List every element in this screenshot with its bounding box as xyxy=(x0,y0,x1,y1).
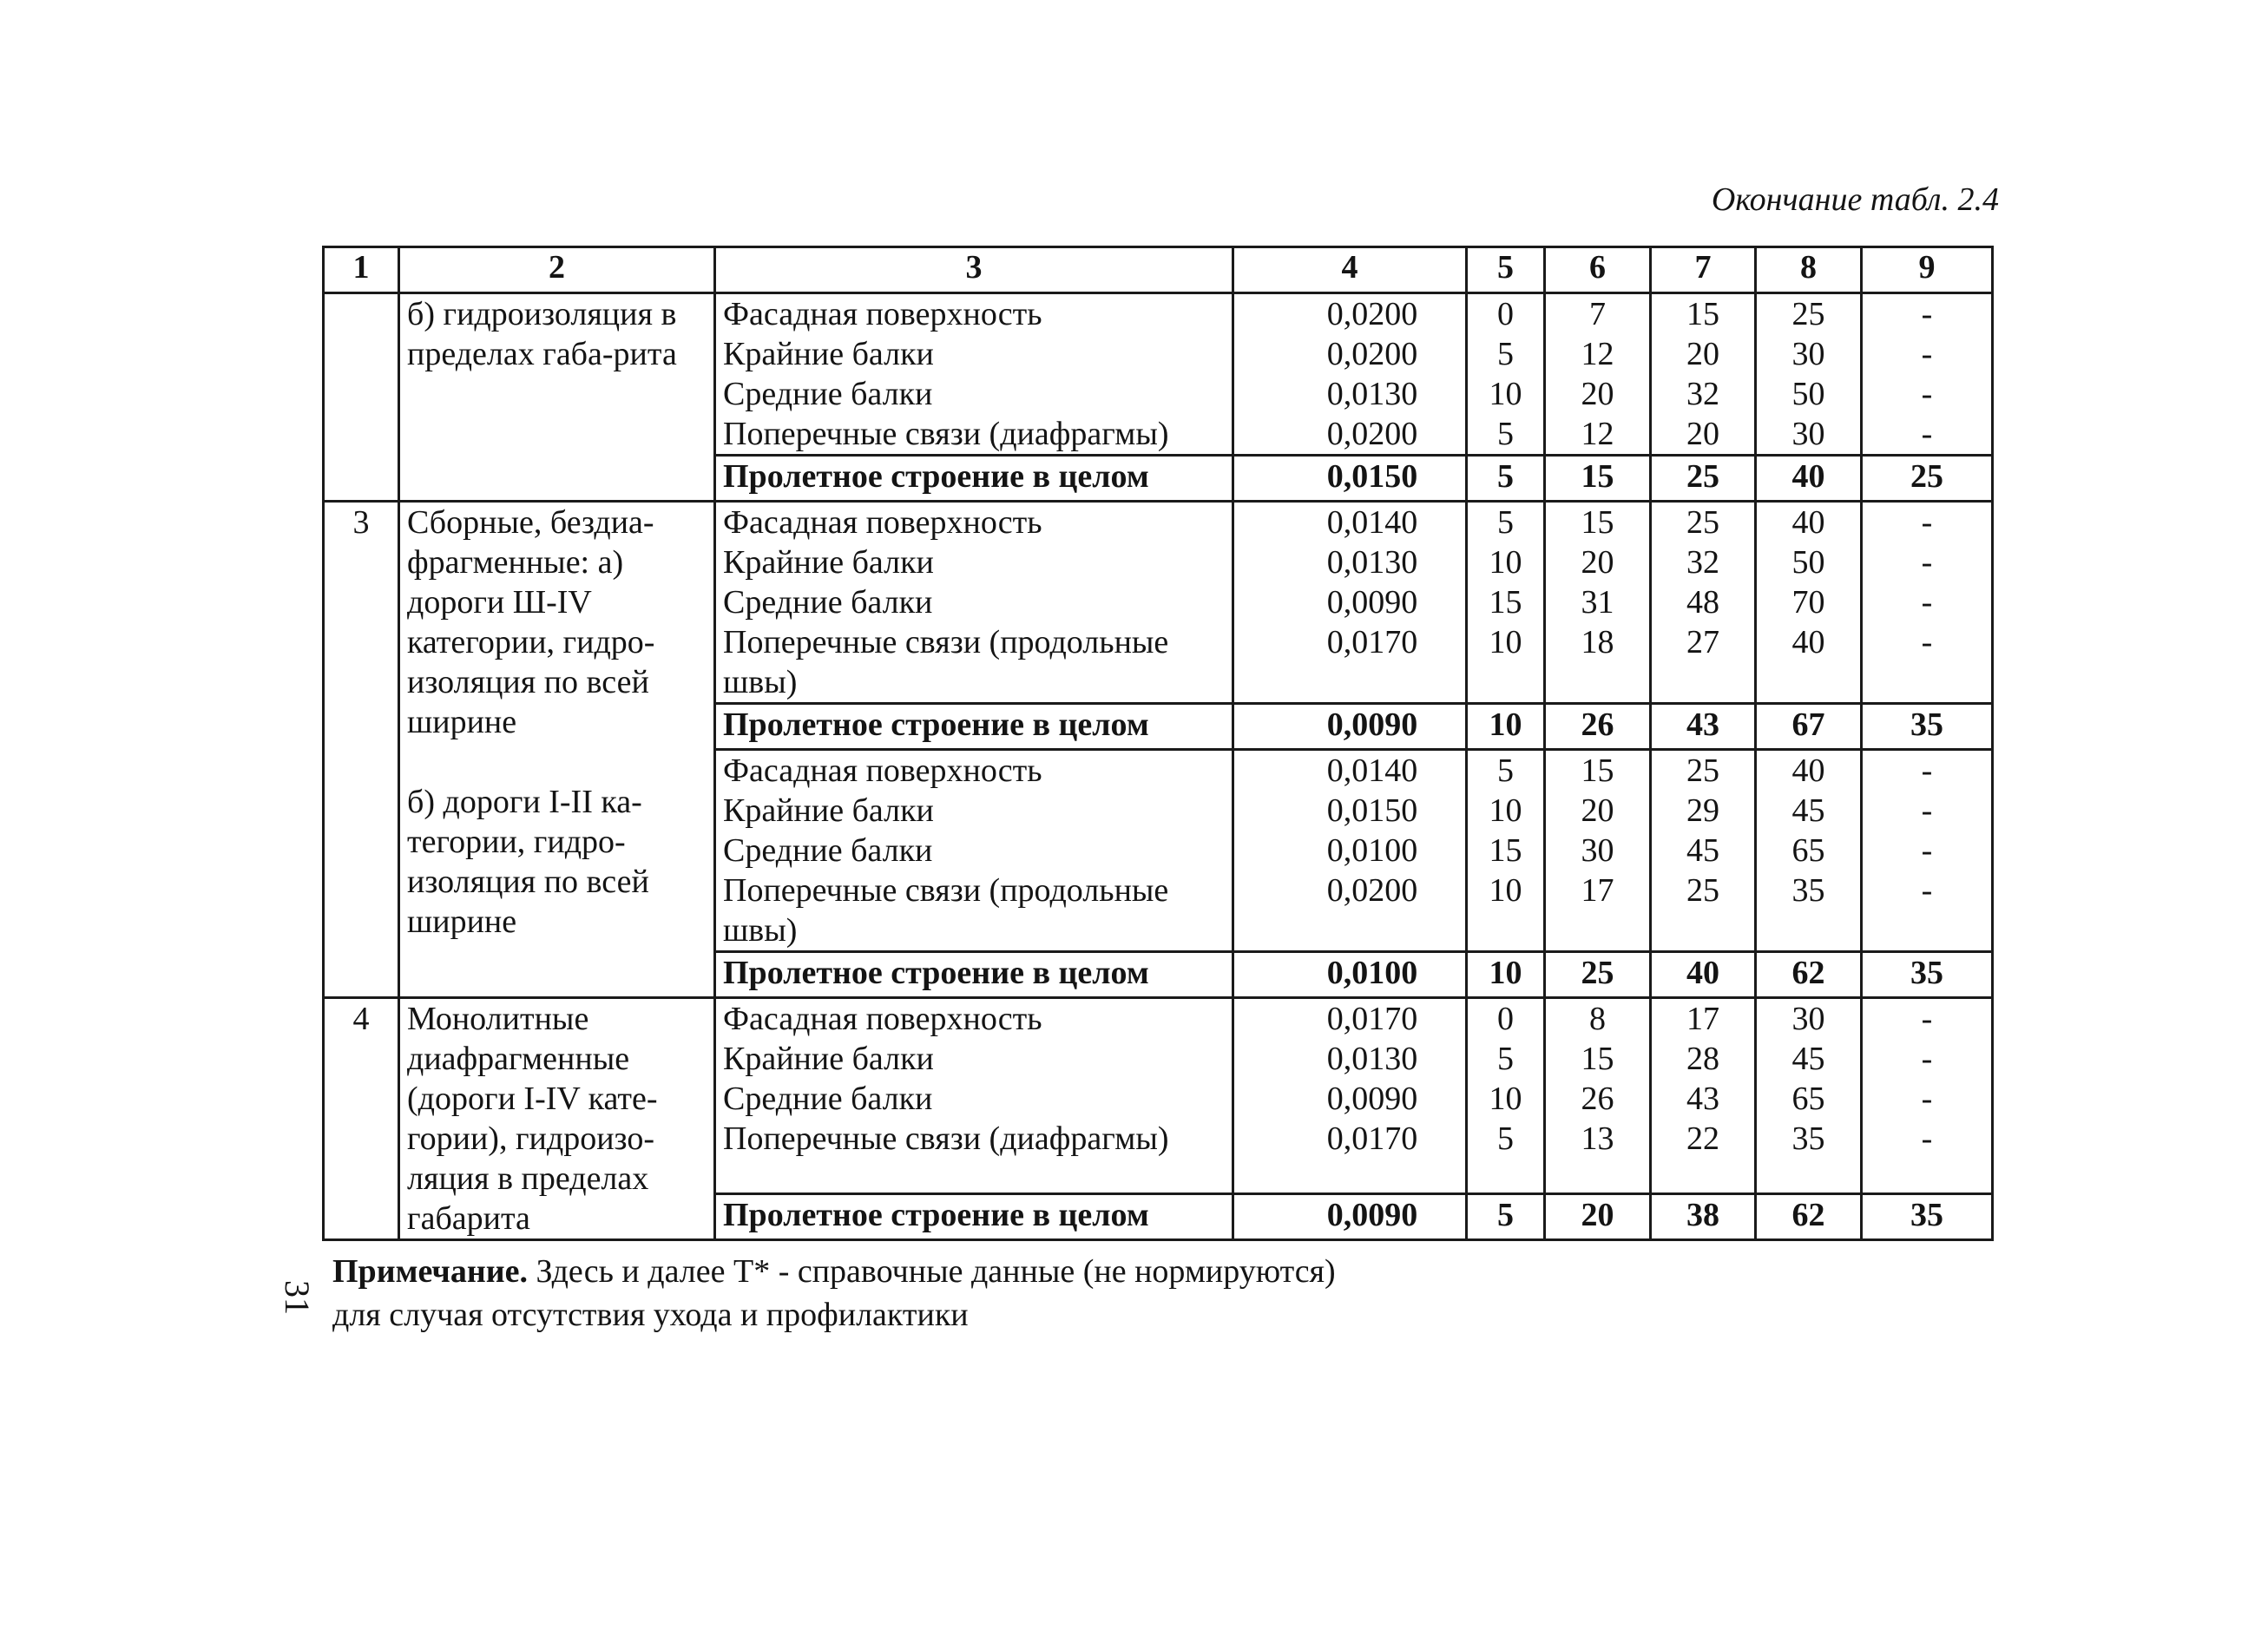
table-row xyxy=(324,293,1993,456)
value: 5 xyxy=(1497,504,1514,541)
value-cell xyxy=(1545,293,1651,456)
element-name: Крайние балки xyxy=(723,1041,934,1077)
element-name: Средние балки xyxy=(723,832,933,869)
value-cell xyxy=(1467,502,1545,704)
value: 10 xyxy=(1489,544,1522,581)
total-value: 10 xyxy=(1467,704,1545,750)
value-cell xyxy=(1862,502,1993,704)
value: - xyxy=(1921,416,1933,452)
value-cell xyxy=(1756,998,1862,1194)
value-cell xyxy=(1545,502,1651,704)
value: 8 xyxy=(1589,1001,1606,1037)
value: 0,0170 xyxy=(1326,624,1418,660)
value: 25 xyxy=(1791,296,1825,332)
row-number: 3 xyxy=(324,502,399,998)
value: - xyxy=(1921,336,1933,372)
total-value: 62 xyxy=(1756,1194,1862,1240)
footnote xyxy=(332,1250,1548,1337)
table-row xyxy=(324,502,1993,704)
col-header: 6 xyxy=(1545,247,1651,293)
value: 17 xyxy=(1686,1001,1719,1037)
value: 0 xyxy=(1497,296,1514,332)
total-value: 26 xyxy=(1545,704,1651,750)
value: 27 xyxy=(1686,624,1719,660)
value: 45 xyxy=(1791,1041,1825,1077)
group-description-a: Сборные, бездиа-фрагменные: а) дороги Ш-IV категории, гидро-изоляция по всей ширине xyxy=(407,504,655,740)
total-label: Пролетное строение в целом xyxy=(715,456,1233,502)
coefficient-cell xyxy=(1233,293,1467,456)
value: - xyxy=(1921,544,1933,581)
value: 20 xyxy=(1581,792,1614,829)
row-number: 4 xyxy=(324,998,399,1240)
value: 7 xyxy=(1589,296,1606,332)
value-cell xyxy=(1756,293,1862,456)
value: 43 xyxy=(1686,1081,1719,1117)
total-value: 5 xyxy=(1467,1194,1545,1240)
element-name: Поперечные связи (продольные швы) xyxy=(723,624,1169,700)
element-name: Фасадная поверхность xyxy=(723,504,1042,541)
value: 30 xyxy=(1791,1001,1825,1037)
value: 25 xyxy=(1686,504,1719,541)
total-value: 20 xyxy=(1545,1194,1651,1240)
value: 0,0140 xyxy=(1326,504,1418,541)
footnote-line-1 xyxy=(332,1250,1548,1293)
element-list xyxy=(715,502,1233,704)
value-cell xyxy=(1862,293,1993,456)
data-table xyxy=(322,246,1994,1241)
col-header: 1 xyxy=(324,247,399,293)
value-cell xyxy=(1545,998,1651,1194)
value: 50 xyxy=(1791,376,1825,412)
value: 0,0090 xyxy=(1326,584,1418,621)
value: 32 xyxy=(1686,376,1719,412)
value: 20 xyxy=(1581,376,1614,412)
element-name: Фасадная поверхность xyxy=(723,296,1042,332)
value-cell xyxy=(1545,750,1651,952)
value: 25 xyxy=(1686,872,1719,909)
total-value: 15 xyxy=(1545,456,1651,502)
value: 45 xyxy=(1791,792,1825,829)
value: 18 xyxy=(1581,624,1614,660)
header-row xyxy=(324,247,1993,293)
total-value: 35 xyxy=(1862,952,1993,998)
value: 0,0100 xyxy=(1326,832,1418,869)
col-header: 9 xyxy=(1862,247,1993,293)
value: 35 xyxy=(1791,1120,1825,1157)
value: 30 xyxy=(1791,416,1825,452)
col-header: 5 xyxy=(1467,247,1545,293)
total-value: 25 xyxy=(1862,456,1993,502)
value-cell xyxy=(1651,293,1756,456)
element-name: Крайние балки xyxy=(723,792,934,829)
value: 15 xyxy=(1489,832,1522,869)
value: 15 xyxy=(1489,584,1522,621)
value: 10 xyxy=(1489,792,1522,829)
total-value: 0,0150 xyxy=(1233,456,1467,502)
value-cell xyxy=(1467,293,1545,456)
coefficient-cell xyxy=(1233,998,1467,1194)
value: 0,0200 xyxy=(1326,296,1418,332)
table-row xyxy=(324,998,1993,1194)
element-name: Средние балки xyxy=(723,584,933,621)
value: - xyxy=(1921,296,1933,332)
total-value: 10 xyxy=(1467,952,1545,998)
value: 0,0200 xyxy=(1326,416,1418,452)
value: 50 xyxy=(1791,544,1825,581)
group-description xyxy=(399,502,715,998)
value: 0,0200 xyxy=(1326,336,1418,372)
total-value: 35 xyxy=(1862,1194,1993,1240)
value-cell xyxy=(1862,998,1993,1194)
value: 17 xyxy=(1581,872,1614,909)
value: 10 xyxy=(1489,1081,1522,1117)
element-name: Фасадная поверхность xyxy=(723,752,1042,789)
value: 40 xyxy=(1791,624,1825,660)
total-value: 35 xyxy=(1862,704,1993,750)
value: 22 xyxy=(1686,1120,1719,1157)
value: 12 xyxy=(1581,416,1614,452)
value: 20 xyxy=(1686,416,1719,452)
total-value: 0,0090 xyxy=(1233,704,1467,750)
total-value: 38 xyxy=(1651,1194,1756,1240)
value: - xyxy=(1921,752,1933,789)
value: 5 xyxy=(1497,752,1514,789)
total-value: 62 xyxy=(1756,952,1862,998)
value: 10 xyxy=(1489,872,1522,909)
value: 0,0140 xyxy=(1326,752,1418,789)
value: 40 xyxy=(1791,752,1825,789)
total-value: 40 xyxy=(1651,952,1756,998)
element-name: Крайние балки xyxy=(723,544,934,581)
total-label: Пролетное строение в целом xyxy=(715,704,1233,750)
value: - xyxy=(1921,1001,1933,1037)
value: 15 xyxy=(1581,752,1614,789)
value: 5 xyxy=(1497,1041,1514,1077)
col-header: 7 xyxy=(1651,247,1756,293)
total-value: 40 xyxy=(1756,456,1862,502)
element-list xyxy=(715,998,1233,1194)
value-cell xyxy=(1467,998,1545,1194)
value: 0,0170 xyxy=(1326,1001,1418,1037)
value: 20 xyxy=(1686,336,1719,372)
value-cell xyxy=(1756,502,1862,704)
value: 0,0130 xyxy=(1326,544,1418,581)
value: 65 xyxy=(1791,1081,1825,1117)
value: 65 xyxy=(1791,832,1825,869)
value: 15 xyxy=(1581,1041,1614,1077)
value: 0,0150 xyxy=(1326,792,1418,829)
total-label: Пролетное строение в целом xyxy=(715,1194,1233,1240)
col-header: 8 xyxy=(1756,247,1862,293)
total-value: 25 xyxy=(1545,952,1651,998)
value: 13 xyxy=(1581,1120,1614,1157)
coefficient-cell xyxy=(1233,502,1467,704)
value: 30 xyxy=(1581,832,1614,869)
value: 40 xyxy=(1791,504,1825,541)
value: 48 xyxy=(1686,584,1719,621)
total-value: 43 xyxy=(1651,704,1756,750)
group-description: б) гидроизоляция в пределах габа-рита xyxy=(399,293,715,502)
value: - xyxy=(1921,792,1933,829)
value: 45 xyxy=(1686,832,1719,869)
total-value: 0,0100 xyxy=(1233,952,1467,998)
value: - xyxy=(1921,1081,1933,1117)
group-description: Монолитные диафрагменные (дороги I-IV кате-гории), гидроизо-ляция в пределах габарита xyxy=(399,998,715,1240)
element-name: Фасадная поверхность xyxy=(723,1001,1042,1037)
value: - xyxy=(1921,376,1933,412)
footnote-text-2: для случая отсутствия ухода и профилактики xyxy=(332,1297,969,1333)
element-name: Средние балки xyxy=(723,376,933,412)
element-name: Поперечные связи (диафрагмы) xyxy=(723,1120,1169,1157)
value: 26 xyxy=(1581,1081,1614,1117)
value: 15 xyxy=(1581,504,1614,541)
value-cell xyxy=(1467,750,1545,952)
value: 32 xyxy=(1686,544,1719,581)
value: 12 xyxy=(1581,336,1614,372)
value: 25 xyxy=(1686,752,1719,789)
value: 29 xyxy=(1686,792,1719,829)
footnote-label: Примечание. xyxy=(332,1253,528,1290)
value-cell xyxy=(1862,750,1993,952)
element-list xyxy=(715,750,1233,952)
value: 35 xyxy=(1791,872,1825,909)
total-value: 0,0090 xyxy=(1233,1194,1467,1240)
value: 5 xyxy=(1497,336,1514,372)
value: 0 xyxy=(1497,1001,1514,1037)
value: - xyxy=(1921,504,1933,541)
value: 0,0130 xyxy=(1326,376,1418,412)
value-cell xyxy=(1651,502,1756,704)
element-name: Средние балки xyxy=(723,1081,933,1117)
value: - xyxy=(1921,624,1933,660)
value: - xyxy=(1921,584,1933,621)
value: - xyxy=(1921,1120,1933,1157)
footnote-text-1: Здесь и далее Т* - справочные данные (не нормируются) xyxy=(536,1253,1336,1290)
value: 0,0200 xyxy=(1326,872,1418,909)
total-value: 25 xyxy=(1651,456,1756,502)
value: 28 xyxy=(1686,1041,1719,1077)
value: 10 xyxy=(1489,624,1522,660)
col-header: 3 xyxy=(715,247,1233,293)
group-description-b: б) дороги I-II ка-тегории, гидро-изоляция по всей ширине xyxy=(407,784,649,940)
element-name: Поперечные связи (продольные швы) xyxy=(723,872,1169,949)
page-number: 31 xyxy=(278,1280,317,1315)
element-name: Крайние балки xyxy=(723,336,934,372)
value: 10 xyxy=(1489,376,1522,412)
value: 0,0090 xyxy=(1326,1081,1418,1117)
value: - xyxy=(1921,1041,1933,1077)
value: 5 xyxy=(1497,416,1514,452)
value: 0,0170 xyxy=(1326,1120,1418,1157)
value: 30 xyxy=(1791,336,1825,372)
element-name: Поперечные связи (диафрагмы) xyxy=(723,416,1169,452)
total-label: Пролетное строение в целом xyxy=(715,952,1233,998)
total-value: 5 xyxy=(1467,456,1545,502)
value: - xyxy=(1921,872,1933,909)
row-number xyxy=(324,293,399,502)
value-cell xyxy=(1651,998,1756,1194)
value: 70 xyxy=(1791,584,1825,621)
value: 31 xyxy=(1581,584,1614,621)
coefficient-cell xyxy=(1233,750,1467,952)
value: 5 xyxy=(1497,1120,1514,1157)
value: 15 xyxy=(1686,296,1719,332)
col-header: 2 xyxy=(399,247,715,293)
value-cell xyxy=(1651,750,1756,952)
value: - xyxy=(1921,832,1933,869)
value: 20 xyxy=(1581,544,1614,581)
col-header: 4 xyxy=(1233,247,1467,293)
table-caption: Окончание табл. 2.4 xyxy=(1711,181,1999,218)
total-value: 67 xyxy=(1756,704,1862,750)
element-list xyxy=(715,293,1233,456)
value-cell xyxy=(1756,750,1862,952)
value: 0,0130 xyxy=(1326,1041,1418,1077)
